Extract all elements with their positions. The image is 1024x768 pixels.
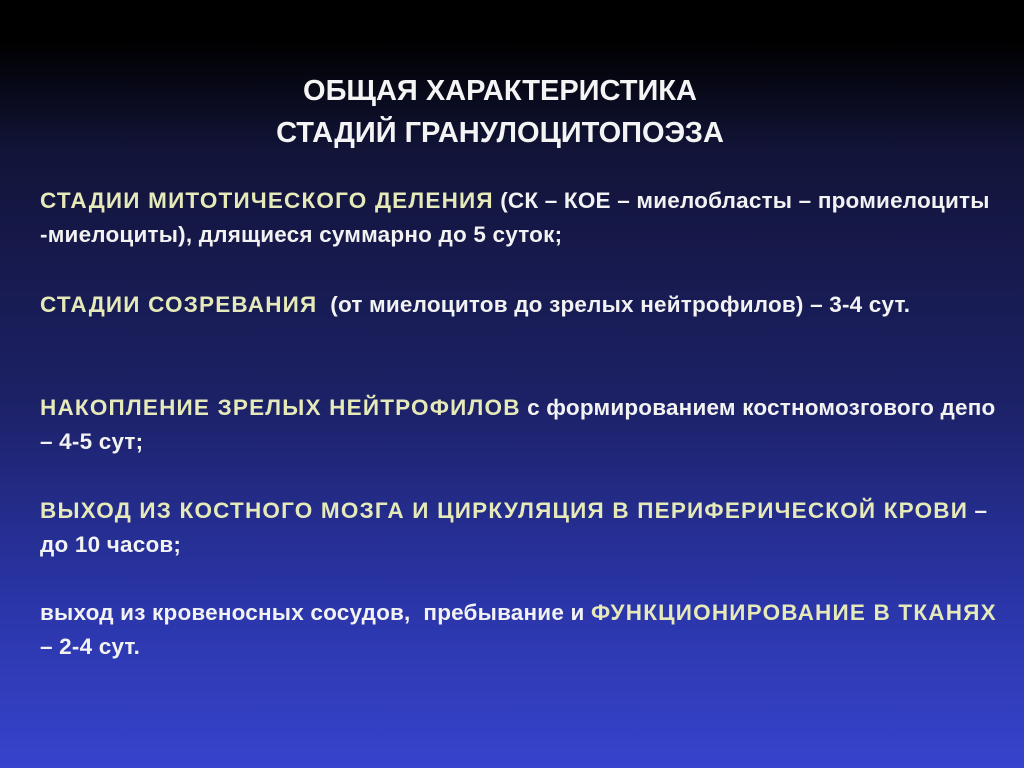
stage-description: с формированием костномозгового депо – 4-5 сут; [40, 395, 996, 454]
stage-circulation [40, 494, 1000, 562]
stage-heading: ВЫХОД ИЗ КОСТНОГО МОЗГА И ЦИРКУЛЯЦИЯ В ПЕРИФЕРИЧЕСКОЙ КРОВИ [40, 498, 969, 523]
stage-tissue-function [40, 596, 1000, 664]
stage-description: (от миелоцитов до зрелых нейтрофилов) – 3-4 сут. [317, 292, 911, 317]
stage-heading: ФУНКЦИОНИРОВАНИЕ В ТКАНЯХ [591, 600, 997, 625]
stage-heading: СТАДИИ СОЗРЕВАНИЯ [40, 292, 318, 317]
slide-title-line-2: СТАДИЙ ГРАНУЛОЦИТОПОЭЗА [276, 117, 724, 149]
stage-description: – 2-4 сут. [40, 634, 141, 659]
stage-lead-text: выход из кровеносных сосудов, пребывание и [40, 600, 591, 625]
stage-mitotic-division [40, 184, 1000, 252]
stage-description: – до 10 часов; [40, 498, 988, 557]
slide-title-line-1: ОБЩАЯ ХАРАКТЕРИСТИКА [303, 75, 697, 107]
stage-maturation [40, 288, 1000, 322]
stage-heading: СТАДИИ МИТОТИЧЕСКОГО ДЕЛЕНИЯ [40, 188, 494, 213]
stage-accumulation [40, 391, 1000, 459]
stage-description: (СК – КОЕ – миелобласты – промиелоциты -миелоциты), длящиеся суммарно до 5 суток; [40, 188, 990, 247]
stage-heading: НАКОПЛЕНИЕ ЗРЕЛЫХ НЕЙТРОФИЛОВ [40, 395, 521, 420]
